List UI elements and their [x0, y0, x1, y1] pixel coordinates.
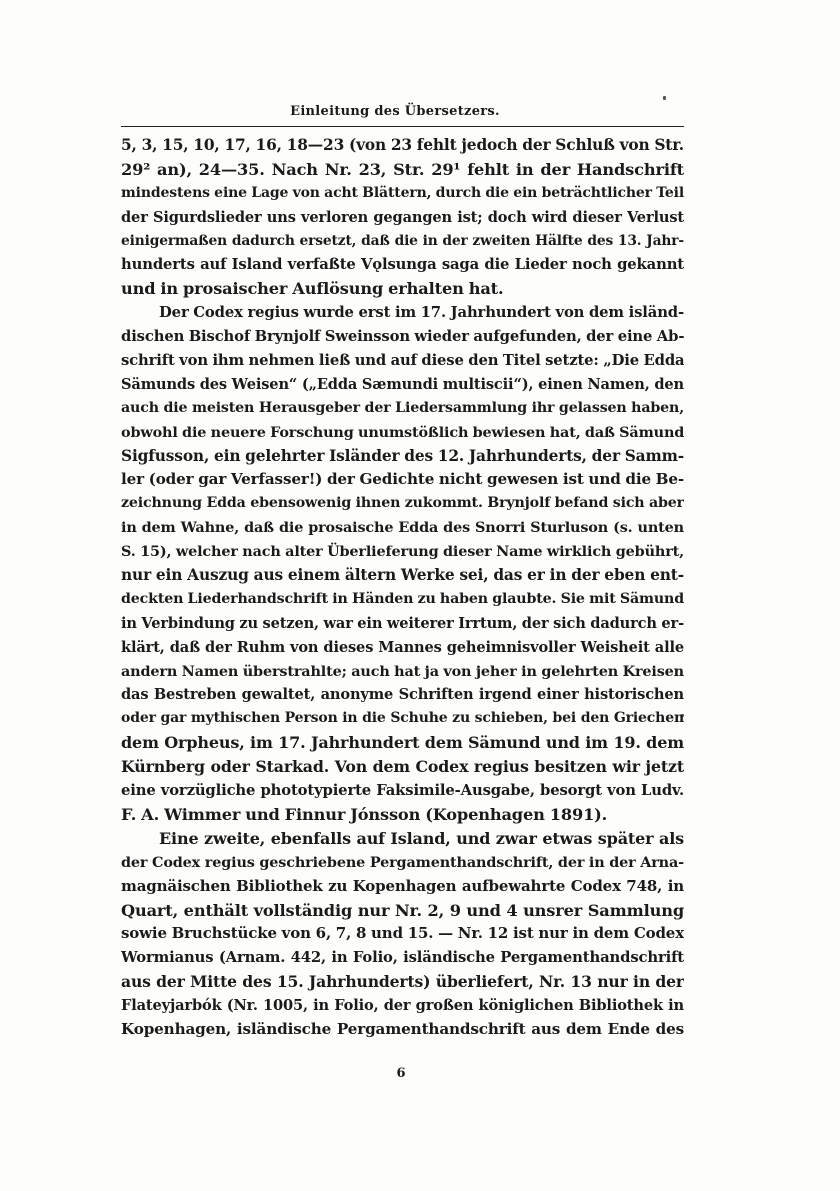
text-line: einigermaßen dadurch ersetzt, daß die in der zweiten Hälfte des 13. Jahr- — [121, 232, 684, 249]
text-line: der Codex regius geschriebene Pergamenthandschrift, der in der Arna- — [121, 853, 684, 871]
paragraph-start-line: Eine zweite, ebenfalls auf Island, und zwar etwas später als — [159, 828, 684, 848]
paragraph-start-line: Der Codex regius wurde erst im 17. Jahrhundert von dem isländ- — [159, 304, 684, 322]
text-line: S. 15), welcher nach alter Überlieferung dieser Name wirklich gebührt, — [121, 543, 684, 561]
text-line: schrift von ihm nehmen ließ und auf diese den Titel setzte: „Die Edda — [121, 352, 684, 370]
text-line: andern Namen überstrahlte; auch hat ja von jeher in gelehrten Kreisen — [121, 662, 684, 680]
running-title: Einleitung des Übersetzers. — [290, 104, 500, 119]
text-line: F. A. Wimmer und Finnur Jónsson (Kopenhagen 1891). — [121, 804, 608, 824]
text-line: eine vorzügliche phototypierte Faksimile-Ausgabe, besorgt von Ludv. — [121, 782, 684, 800]
text-line: Kopenhagen, isländische Pergamenthandschrift aus dem Ende des — [121, 1019, 684, 1038]
text-line: nur ein Auszug aus einem ältern Werke sei, das er in der eben ent- — [121, 566, 684, 585]
text-line: 5, 3, 15, 10, 17, 16, 18—23 (von 23 fehlt jedoch der Schluß von Str. — [121, 136, 684, 154]
text-line: ler (oder gar Verfasser!) der Gedichte nicht gewesen ist und die Be- — [121, 470, 684, 489]
text-line: auch die meisten Herausgeber der Liedersammlung ihr gelassen haben, — [121, 399, 684, 416]
text-line: hunderts auf Island verfaßte Vǫlsunga saga die Lieder noch gekannt — [121, 256, 684, 274]
text-line: Kürnberg oder Starkad. Von dem Codex regius besitzen wir jetzt — [121, 757, 684, 777]
text-line: 29² an), 24—35. Nach Nr. 23, Str. 29¹ fehlt in der Handschrift — [121, 159, 684, 179]
header-rule — [121, 126, 684, 127]
ink-speck — [663, 96, 666, 100]
text-line: sowie Bruchstücke von 6, 7, 8 und 15. — Nr. 12 ist nur in dem Codex — [121, 924, 684, 943]
text-line: obwohl die neuere Forschung unumstößlich bewiesen hat, daß Sämund — [121, 423, 684, 441]
text-line: in dem Wahne, daß die prosaische Edda des Snorri Sturluson (s. unten — [121, 519, 684, 537]
text-line: Flateyjarbók (Nr. 1005, in Folio, der großen königlichen Bibliothek in — [121, 997, 684, 1015]
text-line: dem Orpheus, im 17. Jahrhundert dem Sämund und im 19. dem — [121, 733, 684, 753]
text-line: aus der Mitte des 15. Jahrhunderts) überliefert, Nr. 13 nur in der — [121, 972, 684, 992]
text-line: Quart, enthält vollständig nur Nr. 2, 9 und 4 unsrer Sammlung — [121, 900, 684, 920]
text-line: das Bestreben gewaltet, anonyme Schriften irgend einer historischen — [121, 686, 684, 704]
text-line: dischen Bischof Brynjolf Sweinsson wieder aufgefunden, der eine Ab- — [121, 328, 684, 346]
text-line: oder gar mythischen Person in die Schuhe zu schieben, bei den Griechen — [121, 710, 684, 727]
text-line: deckten Liederhandschrift in Händen zu haben glaubte. Sie mit Sämund — [121, 590, 684, 607]
text-line: zeichnung Edda ebensowenig ihnen zukommt. Brynjolf befand sich aber — [121, 495, 684, 512]
text-line: mindestens eine Lage von acht Blättern, durch die ein beträchtlicher Teil — [121, 184, 684, 201]
text-line: Wormianus (Arnam. 442, in Folio, isländische Pergamenthandschrift — [121, 949, 684, 967]
text-line: klärt, daß der Ruhm von dieses Mannes geheimnisvoller Weisheit alle — [121, 638, 684, 656]
text-line: Sigfusson, ein gelehrter Isländer des 12. Jahrhunderts, der Samm- — [121, 446, 684, 465]
text-line: magnäischen Bibliothek zu Kopenhagen aufbewahrte Codex 748, in — [121, 876, 684, 895]
text-line: Sämunds des Weisen“ („Edda Sæmundi multiscii“), einen Namen, den — [121, 375, 684, 393]
text-line: der Sigurdslieder uns verloren gegangen ist; doch wird dieser Verlust — [121, 208, 684, 226]
text-line: und in prosaischer Auflösung erhalten hat. — [121, 279, 504, 299]
text-line: in Verbindung zu setzen, war ein weiterer Irrtum, der sich dadurch er- — [121, 614, 684, 632]
body-text — [121, 134, 684, 1042]
page-number: 6 — [396, 1066, 406, 1081]
